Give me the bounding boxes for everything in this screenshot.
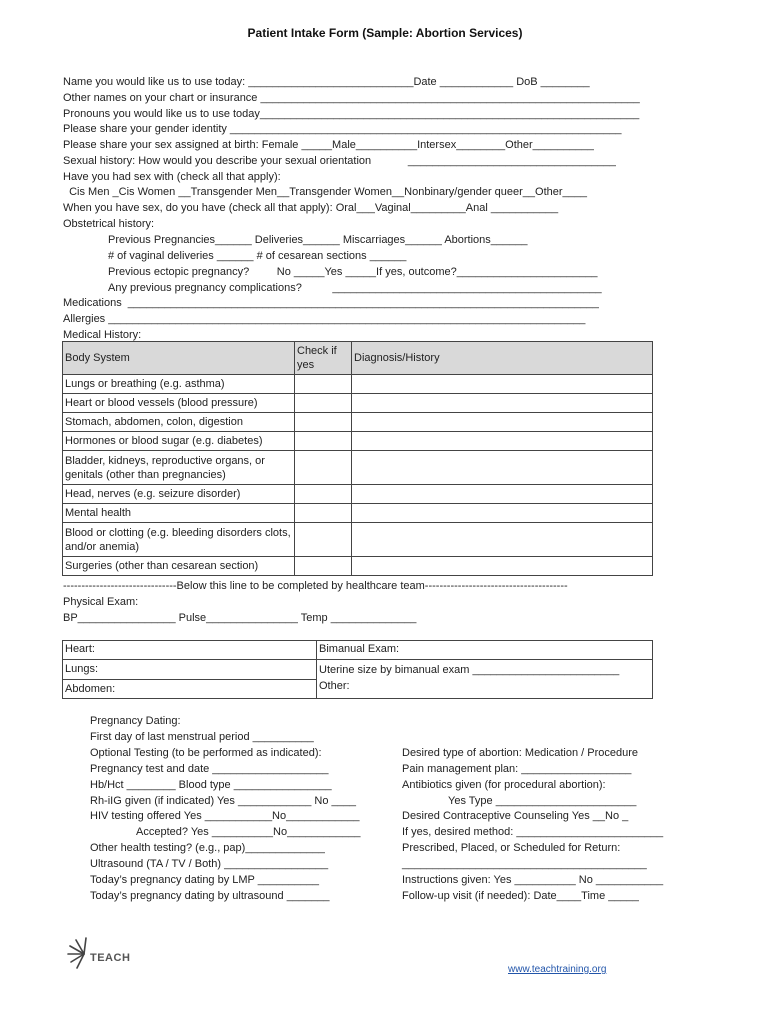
other-names-line[interactable]: Other names on your chart or insurance ______________________________________________________________ (63, 92, 640, 104)
diagnosis-cell[interactable] (352, 432, 653, 451)
check-cell[interactable] (295, 504, 352, 523)
page-title: Patient Intake Form (Sample: Abortion Services) (247, 26, 523, 40)
antibiotics-type-line[interactable]: Yes Type _______________________ (448, 795, 637, 807)
name-line[interactable]: Name you would like us to use today: ___________________________Date ____________ DoB ________ (63, 76, 590, 88)
lungs-field[interactable]: Lungs: (63, 660, 316, 680)
rh-ig-line[interactable]: Rh-iIG given (if indicated) Yes ____________ No ____ (90, 795, 357, 807)
header-check-if-yes: Check if yes (295, 342, 352, 375)
pregnancy-test-line[interactable]: Pregnancy test and date ___________________ (90, 763, 329, 775)
hiv-testing-line[interactable]: HIV testing offered Yes ___________No____________ (90, 810, 360, 822)
abortion-type-line[interactable]: Desired type of abortion: Medication / Procedure (402, 747, 639, 759)
logo-text: TEACH (90, 952, 131, 964)
other-field[interactable]: Other: (319, 680, 350, 692)
abdomen-field[interactable]: Abdomen: (65, 683, 116, 695)
sex-at-birth-line[interactable]: Please share your sex assigned at birth: Female _____Male__________Intersex________Other__________ (63, 139, 594, 151)
lmp-line[interactable]: First day of last menstrual period __________ (90, 731, 314, 743)
uterine-other-cell (317, 660, 653, 699)
pregnancy-dating-heading: Pregnancy Dating: (90, 715, 181, 727)
exam-table (62, 640, 653, 699)
other-health-testing-line[interactable]: Other health testing? (e.g., pap)_____________ (90, 842, 325, 854)
desired-method-line[interactable]: If yes, desired method: ________________________ (402, 826, 664, 838)
uterine-size-field[interactable]: Uterine size by bimanual exam ________________________ (319, 664, 620, 676)
gender-identity-line[interactable]: Please share your gender identity ________________________________________________________________ (63, 123, 622, 135)
orientation-line[interactable]: Sexual history: How would you describe your sexual orientation __________________________________ (63, 155, 616, 167)
check-cell[interactable] (295, 557, 352, 576)
sex-type-line[interactable]: When you have sex, do you have (check all that apply): Oral___Vaginal_________Anal ___________ (63, 202, 559, 214)
medications-line[interactable]: Medications _____________________________________________________________________________ (63, 297, 599, 309)
follow-up-line[interactable]: Follow-up visit (if needed): Date____Time _____ (402, 890, 639, 902)
diagnosis-cell[interactable] (352, 523, 653, 557)
table-row-label: Heart or blood vessels (blood pressure) (63, 394, 295, 413)
check-cell[interactable] (295, 485, 352, 504)
ectopic-line[interactable]: Previous ectopic pregnancy? No _____Yes _____If yes, outcome?_______________________ (108, 266, 598, 278)
hiv-accepted-line[interactable]: Accepted? Yes __________No____________ (136, 826, 361, 838)
diagnosis-cell[interactable] (352, 375, 653, 394)
check-cell[interactable] (295, 413, 352, 432)
dating-lmp-line[interactable]: Today’s pregnancy dating by LMP __________ (90, 874, 319, 886)
contraceptive-counseling-line[interactable]: Desired Contraceptive Counseling Yes __No _ (402, 810, 629, 822)
dating-ultrasound-line[interactable]: Today’s pregnancy dating by ultrasound _______ (90, 890, 330, 902)
lungs-abdomen-cell (63, 660, 317, 699)
diagnosis-cell[interactable] (352, 504, 653, 523)
table-row-label: Bladder, kidneys, reproductive organs, or genitals (other than pregnancies) (63, 451, 295, 485)
obstetrical-heading: Obstetrical history: (63, 218, 155, 230)
antibiotics-line: Antibiotics given (for procedural abortion): (402, 779, 606, 791)
allergies-line[interactable]: Allergies ______________________________________________________________________________ (63, 313, 586, 325)
sex-with-label: Have you had sex with (check all that apply): (63, 171, 281, 183)
table-row-label: Blood or clotting (e.g. bleeding disorders clots, and/or anemia) (63, 523, 295, 557)
deliveries-line[interactable]: # of vaginal deliveries ______ # of cesarean sections ______ (108, 250, 407, 262)
vitals-line[interactable]: BP________________ Pulse_______________ Temp ______________ (63, 612, 417, 624)
diagnosis-cell[interactable] (352, 485, 653, 504)
heart-field[interactable]: Heart: (63, 641, 317, 660)
check-cell[interactable] (295, 451, 352, 485)
table-row-label: Stomach, abdomen, colon, digestion (63, 413, 295, 432)
bimanual-exam-field[interactable]: Bimanual Exam: (317, 641, 653, 660)
check-cell[interactable] (295, 394, 352, 413)
ultrasound-line[interactable]: Ultrasound (TA / TV / Both) _________________ (90, 858, 329, 870)
table-row-label: Lungs or breathing (e.g. asthma) (63, 375, 295, 394)
prescribed-line: Prescribed, Placed, or Scheduled for Return: (402, 842, 621, 854)
sex-with-options[interactable]: Cis Men _Cis Women __Transgender Men__Transgender Women__Nonbinary/gender queer__Other____ (63, 186, 588, 198)
pronouns-line[interactable]: Pronouns you would like us to use today______________________________________________________________ (63, 108, 640, 120)
footer-link[interactable]: www.teachtraining.org (508, 964, 607, 975)
physical-exam-heading: Physical Exam: (63, 596, 139, 608)
pregnancies-line[interactable]: Previous Pregnancies______ Deliveries______ Miscarriages______ Abortions______ (108, 234, 528, 246)
check-cell[interactable] (295, 375, 352, 394)
hb-blood-type-line[interactable]: Hb/Hct ________ Blood type ________________ (90, 779, 332, 791)
diagnosis-cell[interactable] (352, 451, 653, 485)
optional-testing-heading: Optional Testing (to be performed as indicated): (90, 747, 322, 759)
diagnosis-cell[interactable] (352, 413, 653, 432)
medical-history-table (62, 341, 653, 576)
pain-management-line[interactable]: Pain management plan: __________________ (402, 763, 632, 775)
table-row-label: Mental health (63, 504, 295, 523)
header-body-system: Body System (63, 342, 295, 375)
prescribed-blank-line[interactable]: ________________________________________ (402, 858, 647, 870)
medical-history-heading: Medical History: (63, 329, 142, 341)
diagnosis-cell[interactable] (352, 557, 653, 576)
table-row-label: Hormones or blood sugar (e.g. diabetes) (63, 432, 295, 451)
diagnosis-cell[interactable] (352, 394, 653, 413)
healthcare-team-divider: -------------------------------Below this line to be completed by healthcare team--------------------------------------- (63, 580, 568, 592)
header-diagnosis: Diagnosis/History (352, 342, 653, 375)
table-row-label: Surgeries (other than cesarean section) (63, 557, 295, 576)
check-cell[interactable] (295, 523, 352, 557)
complications-line[interactable]: Any previous pregnancy complications? ____________________________________________ (108, 282, 602, 294)
check-cell[interactable] (295, 432, 352, 451)
instructions-line[interactable]: Instructions given: Yes __________ No ___________ (402, 874, 664, 886)
table-row-label: Head, nerves (e.g. seizure disorder) (63, 485, 295, 504)
